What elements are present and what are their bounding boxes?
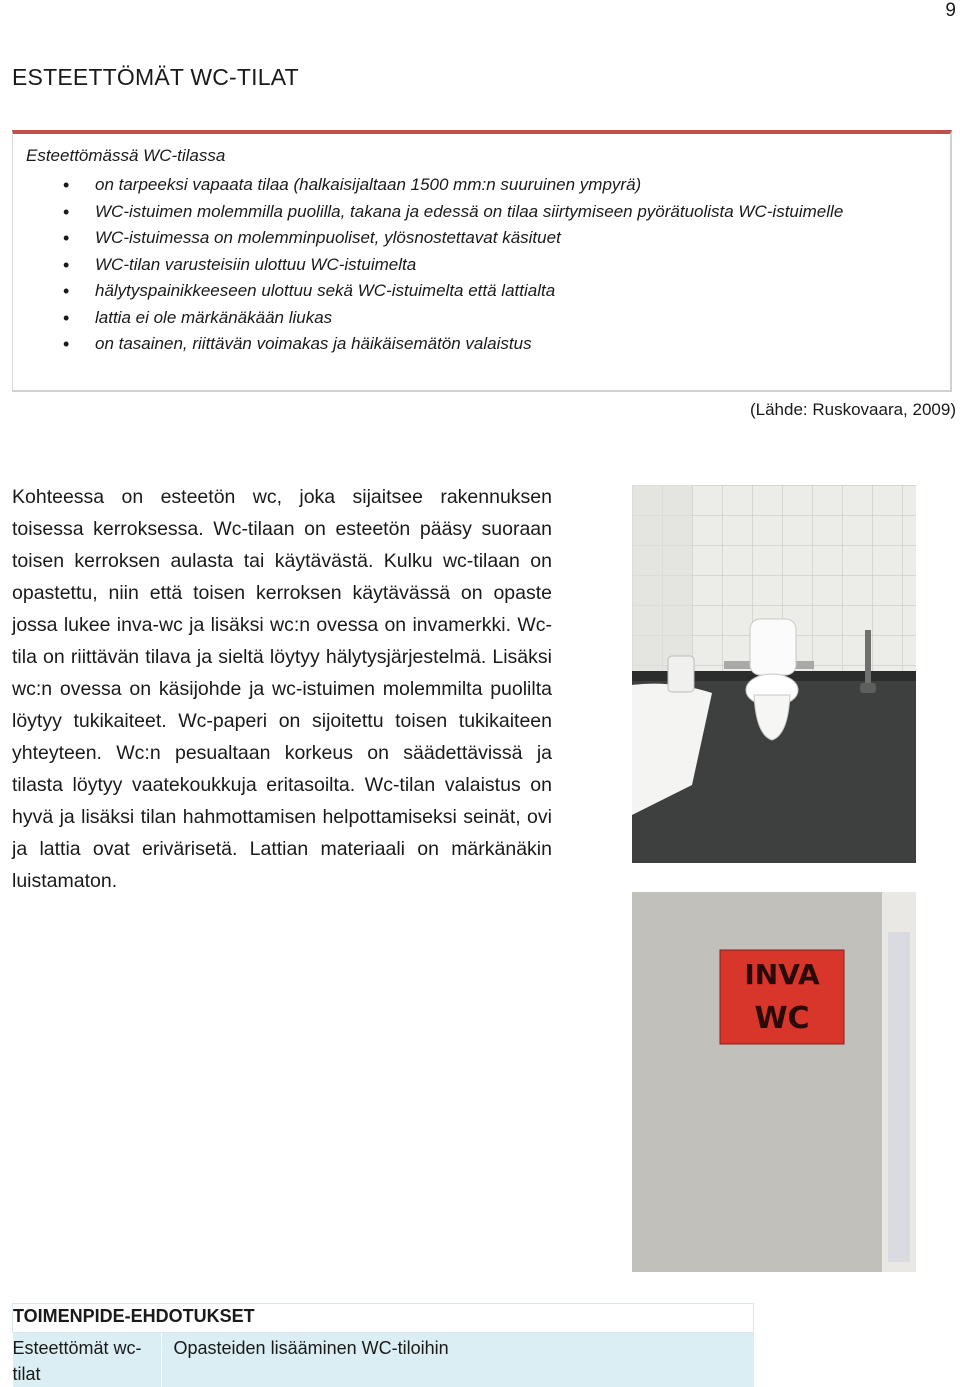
list-item xyxy=(13,199,933,226)
list-item-text: lattia ei ole märkänäkään liukas xyxy=(95,308,332,327)
bullet-icon: • xyxy=(63,278,69,305)
bullet-icon: • xyxy=(63,331,69,358)
requirements-list xyxy=(13,172,933,358)
list-item xyxy=(13,172,933,199)
page-heading: ESTEETTÖMÄT WC-TILAT xyxy=(12,64,299,91)
list-item xyxy=(13,305,933,332)
bullet-icon: • xyxy=(63,172,69,199)
sign-line2: WC xyxy=(754,1001,809,1036)
bullet-icon: • xyxy=(63,305,69,332)
list-item-text: on tarpeeksi vapaata tilaa (halkaisijaltaan 1500 mm:n suuruinen ympyrä) xyxy=(95,175,641,194)
restroom-illustration xyxy=(632,485,916,863)
list-item xyxy=(13,252,933,279)
bullet-icon: • xyxy=(63,225,69,252)
action-description: Opasteiden lisääminen WC-tiloihin xyxy=(161,1333,754,1387)
list-item-text: WC-istuimen molemmilla puolilla, takana ja edessä on tilaa siirtymiseen pyörätuolista WC-istuimelle xyxy=(95,202,843,221)
actions-table xyxy=(12,1303,754,1387)
table-row xyxy=(13,1333,754,1387)
list-item xyxy=(13,225,933,252)
list-item xyxy=(13,278,933,305)
inva-wc-sign-illustration xyxy=(632,892,916,1272)
bullet-icon: • xyxy=(63,199,69,226)
requirements-box xyxy=(12,130,952,392)
page-number: 9 xyxy=(945,0,956,22)
list-item-text: on tasainen, riittävän voimakas ja häikäisemätön valaistus xyxy=(95,334,532,353)
list-item-text: WC-istuimessa on molemminpuoliset, ylösnostettavat käsituet xyxy=(95,228,561,247)
body-paragraph: Kohteessa on esteetön wc, joka sijaitsee rakennuksen toisessa kerroksessa. Wc-tilaan on esteetön pääsy suoraan toisen kerroksen aulasta tai käytävästä. Kulku wc-tilaan on opastettu, niin että toisen kerroksen käytävässä on opaste jossa lukee inva-wc ja lisäksi wc:n ovessa on invamerkki. Wc-tila on riittävän tilava ja sieltä löytyy hälytysjärjestelmä. Lisäksi wc:n ovessa on käsijohde ja wc-istuimen molemmilta puolilta löytyy tukikaiteet. Wc-paperi on sijoitettu toisen tukikaiteen yhteyteen. Wc:n pesualtaan korkeus on säädettävissä ja tilasta löytyy vaatekoukkuja eritasoilta. Wc-tilan valaistus on hyvä ja lisäksi tilan hahmottamisen helpottamiseksi seinät, ovi ja lattia ovat erivärisetä. Lattian materiaali on märkänäkin luistamaton. xyxy=(12,481,552,897)
list-item xyxy=(13,331,933,358)
bullet-icon: • xyxy=(63,252,69,279)
list-item-text: WC-tilan varusteisiin ulottuu WC-istuimelta xyxy=(95,255,416,274)
source-citation: (Lähde: Ruskovaara, 2009) xyxy=(750,400,956,420)
inva-wc-sign-photo xyxy=(632,892,916,1272)
sign-line1: INVA xyxy=(744,958,820,991)
action-target: Esteettömät wc-tilat xyxy=(13,1333,162,1387)
actions-title: TOIMENPIDE-EHDOTUKSET xyxy=(13,1304,754,1333)
list-item-text: hälytyspainikkeeseen ulottuu sekä WC-istuimelta että lattialta xyxy=(95,281,555,300)
restroom-photo xyxy=(632,485,916,863)
box-intro: Esteettömässä WC-tilassa xyxy=(26,146,225,166)
